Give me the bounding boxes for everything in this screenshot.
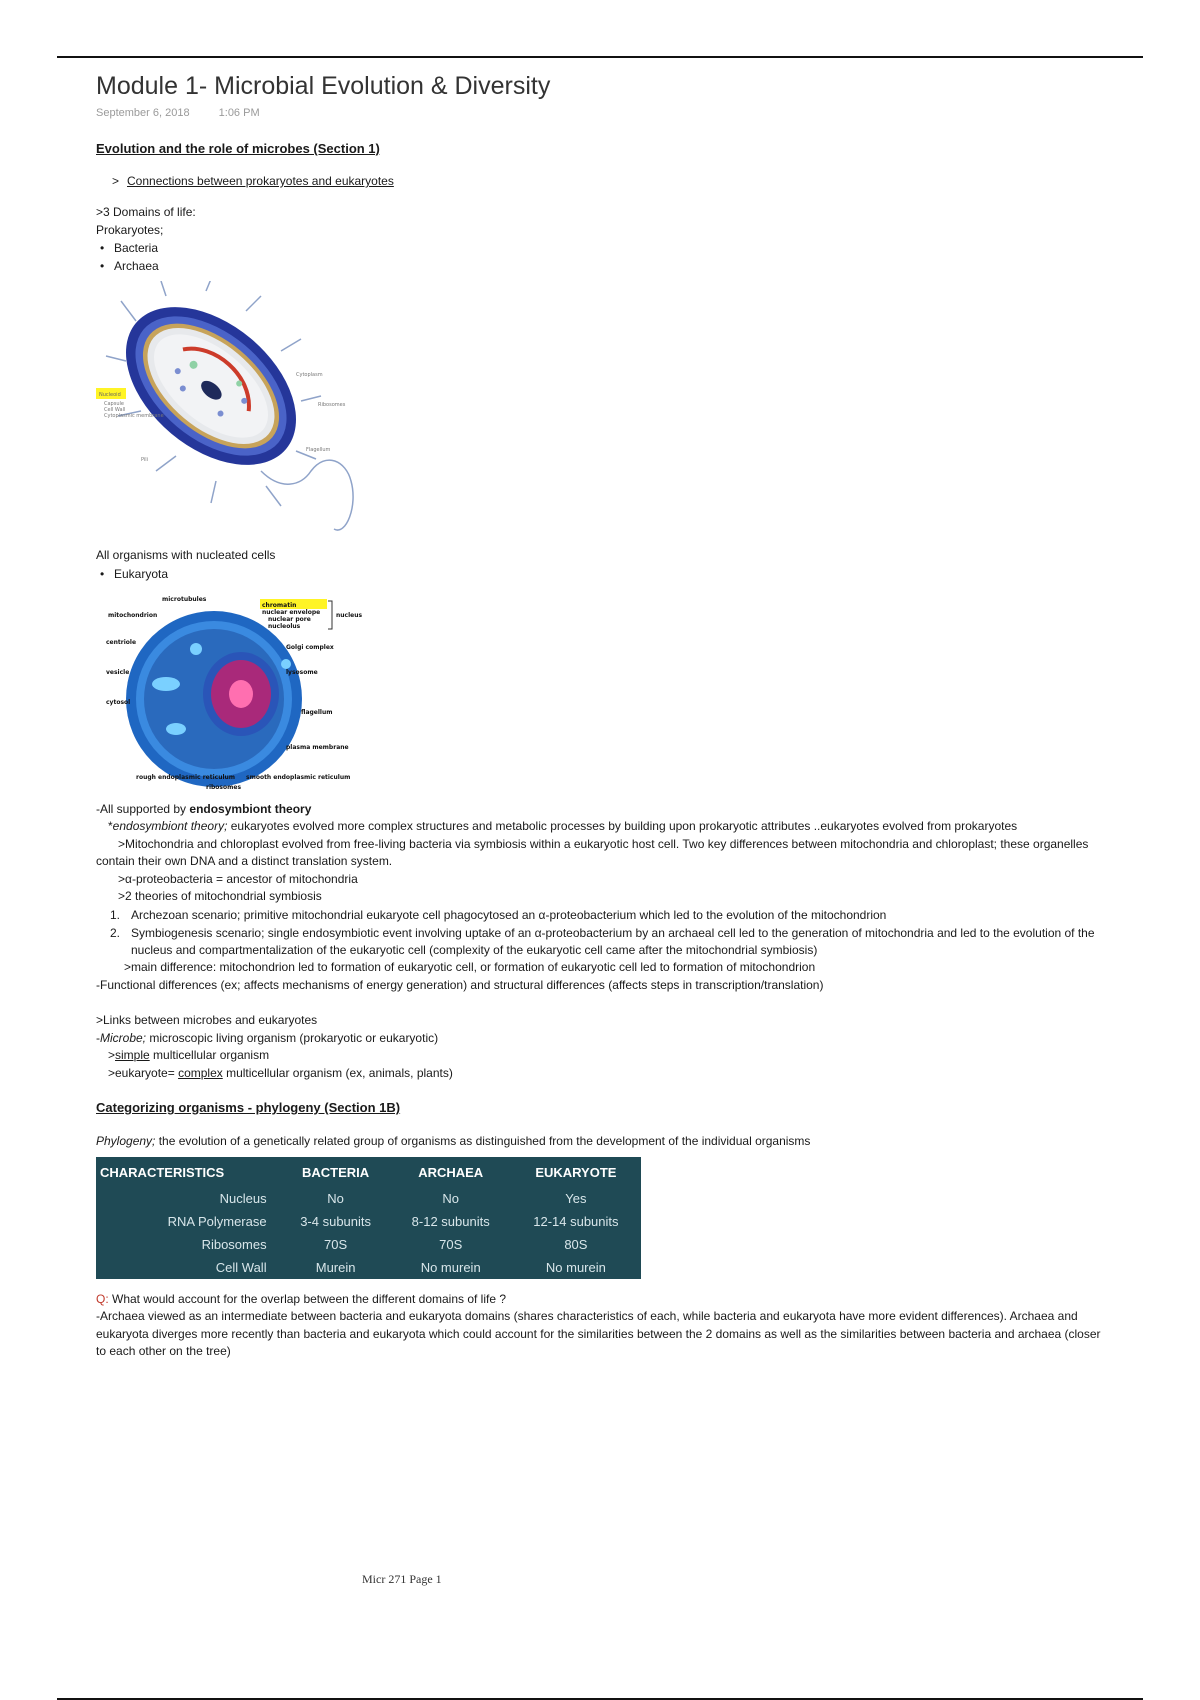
euk-label-vesicle: vesicle [106,668,130,676]
cell: Yes [565,1190,587,1206]
eukaryote-prefix: >eukaryote= [108,1065,179,1080]
euk-label-chromatin: chromatin [262,601,297,609]
mito-line-2: contain their own DNA and a distinct translation system. [96,854,393,868]
meta-time: 1:06 PM [218,107,260,119]
euk-label-flagellum: flagellum [301,708,333,716]
supported-prefix: -All supported by [96,801,190,816]
bullet-bacteria: • Bacteria [96,239,1196,257]
theory-1: 1. Archezoan scenario; primitive mitochondrial eukaryote cell phagocytosed an α-proteobacterium which led to the evolution of the mitochondrion [110,907,887,922]
euk-label-golgi: Golgi complex [286,643,334,651]
endo-definition: *endosymbiont theory; eukaryotes evolved more complex structures and metabolic processes by building upon prokaryotic attributes ..eukaryotes evolved from prokaryotes [108,819,1018,833]
cell: 3-4 subunits [300,1213,372,1229]
table-header-row [96,1157,641,1187]
euk-label-nucleolus: nucleolus [268,622,301,630]
cell: No [442,1190,459,1206]
page-footer: Micr 271 Page 1 [362,1572,442,1586]
table-row [96,1210,641,1233]
alpha-line: >α-proteobacteria = ancestor of mitochondria [118,871,358,886]
theory-1-text: Archezoan scenario; primitive mitochondrial eukaryote cell phagocytosed an α-proteobacterium which led to the evolution of the mitochondrion [131,907,887,922]
euk-label-nucleus: nucleus [336,611,363,619]
eukaryote-cell-diagram [96,589,374,799]
eukaryote-intro: All organisms with nucleated cells [96,548,276,562]
answer-line-3: to each other on the tree) [96,1344,231,1358]
cell: 70S [324,1236,348,1252]
section-1-heading: Evolution and the role of microbes (Section 1) [96,141,380,156]
bact-label-pili: Pili [141,457,149,463]
phylogeny-def [96,1133,1196,1151]
answer-line-2: eukaryota diverges more recently than bacteria and eukaryota which could account for the similarities between the 2 domains as well as the similarities between bacteria and archaea (closer [96,1326,1101,1341]
euk-label-lysosome: lysosome [286,668,318,676]
theory-2: 2. Symbiogenesis scenario; single endosymbiotic event involving uptake of an α-proteobacterium by an archaeal cell led to the generation of mitochondria and led to the evolution of the [110,925,1095,940]
simple-term: simple [115,1048,150,1062]
bacteria-cell-diagram [96,281,366,543]
microbe-term: Microbe; [100,1030,147,1045]
section-1b-heading: Categorizing organisms - phylogeny (Section 1B) [96,1100,401,1115]
cell: Murein [315,1259,356,1275]
collapsible-link[interactable] [112,174,1196,188]
prokaryotes-label: Prokaryotes; [96,222,164,237]
table-row [96,1187,641,1210]
expand-arrow-icon[interactable]: > [112,174,120,188]
bullet-eukaryota: • Eukaryota [96,565,1196,583]
euk-label-mitochondrion: mitochondrion [108,611,158,619]
mito-line-1: >Mitochondria and chloroplast evolved from free-living bacteria via symbiosis within a eukaryotic host cell. Two key differences between mitochondria and chloroplast; these organelles [118,836,1089,851]
row-label: Ribosomes [201,1236,267,1252]
question-line [96,1291,1196,1309]
theories-line: >2 theories of mitochondrial symbiosis [118,889,322,903]
cell: 8-12 subunits [411,1213,490,1229]
domains-intro: >3 Domains of life: [96,205,196,219]
euk-label-nuclear-envelope: nuclear envelope [262,608,321,616]
euk-label-centriole: centriole [106,638,137,646]
euk-label-cytosol: cytosol [106,698,131,706]
bact-label-cytoplasmic-membrane: Cytoplasmic membrane [104,413,164,419]
cell: No murein [420,1259,481,1275]
domain-comparison-table [96,1157,641,1279]
table-row [96,1256,641,1279]
cell: No murein [545,1259,606,1275]
question-text: What would account for the overlap between the different domains of life ? [108,1291,507,1306]
euk-label-plasma-membrane: plasma membrane [286,743,349,751]
main-difference: >main difference: mitochondrion led to formation of eukaryotic cell, or formation of eukaryotic cell led to formation of mitochondrion [124,960,816,974]
answer-line-1: -Archaea viewed as an intermediate between bacteria and eukaryota domains (shares characteristics of each, while bacteria and eukaryota have more evident differences). Archaea and [96,1309,1078,1323]
question-label: Q: [96,1291,109,1306]
phylogeny-rest: the evolution of a genetically related group of organisms as distinguished from the development of the individual organisms [155,1134,811,1148]
cell: 80S [564,1236,588,1252]
bact-label-flagellum: Flagellum [306,447,331,453]
theory-2-text: Symbiogenesis scenario; single endosymbiotic event involving uptake of an α-proteobacterium by an archaeal cell led to the generation of mitochondria and led to the evolution of the [131,925,1095,940]
simple-rest: multicellular organism [149,1048,270,1062]
euk-label-rough-er: rough endoplasmic reticulum [136,773,236,781]
connections-link[interactable]: Connections between prokaryotes and eukaryotes [127,174,394,188]
supported-line [96,801,1196,819]
row-label: RNA Polymerase [167,1213,267,1229]
top-rule [57,56,1143,58]
header-bacteria: BACTERIA [302,1165,370,1180]
bullet-archaea: • Archaea [96,257,1196,275]
endo-term: endosymbiont theory; [112,819,228,833]
row-label: Cell Wall [215,1259,267,1275]
microbe-rest: microscopic living organism (prokaryotic or eukaryotic) [146,1030,439,1045]
bact-label-capsule: Capsule [104,401,124,407]
bact-label-cell-wall: Cell Wall [104,407,126,413]
functional-diff: -Functional differences (ex; affects mechanisms of energy generation) and structural differences (affects steps in transcription/translation) [96,977,824,992]
page-meta [96,107,1196,119]
links-heading: >Links between microbes and eukaryotes [96,1013,318,1027]
header-eukaryote: EUKARYOTE [535,1165,617,1180]
phylogeny-term: Phylogeny; [96,1134,156,1148]
complex-term: complex [178,1065,223,1080]
header-characteristics: CHARACTERISTICS [100,1165,225,1180]
cell: 12-14 subunits [533,1213,619,1229]
endo-rest: eukaryotes evolved more complex structures and metabolic processes by building upon prokaryotic attributes ..eukaryotes evolved from prokaryotes [227,819,1018,833]
microbe-def: -Microbe; microscopic living organism (prokaryotic or eukaryotic) [96,1030,439,1045]
row-label: Nucleus [219,1190,267,1206]
euk-label-smooth-er: smooth endoplasmic reticulum [246,773,351,781]
euk-label-nuclear-pore: nuclear pore [268,615,311,623]
theory-2-cont: nucleus and compartmentalization of the eukaryotic cell (complexity of the eukaryotic cell came after the mitochondrial symbiosis) [131,942,818,957]
simple-line: >simple multicellular organism [108,1048,270,1062]
table-row [96,1233,641,1256]
euk-label-ribosomes: ribosomes [206,783,242,791]
bact-label-cytoplasm: Cytoplasm [296,372,323,378]
bact-label-nucleoid: Nucleoid [99,392,121,398]
note-page [96,72,1196,1361]
page-title: Module 1- Microbial Evolution & Diversity [96,72,551,100]
header-archaea: ARCHAEA [418,1165,484,1180]
cell: No [327,1190,344,1206]
supported-bold: endosymbiont theory [189,801,312,816]
meta-date: September 6, 2018 [96,107,190,119]
cell: 70S [439,1236,463,1252]
bact-label-ribosomes: Ribosomes [318,402,346,408]
complex-rest: multicellular organism (ex, animals, plants) [222,1065,453,1080]
euk-label-microtubules: microtubules [162,595,207,603]
complex-line [96,1065,1196,1083]
